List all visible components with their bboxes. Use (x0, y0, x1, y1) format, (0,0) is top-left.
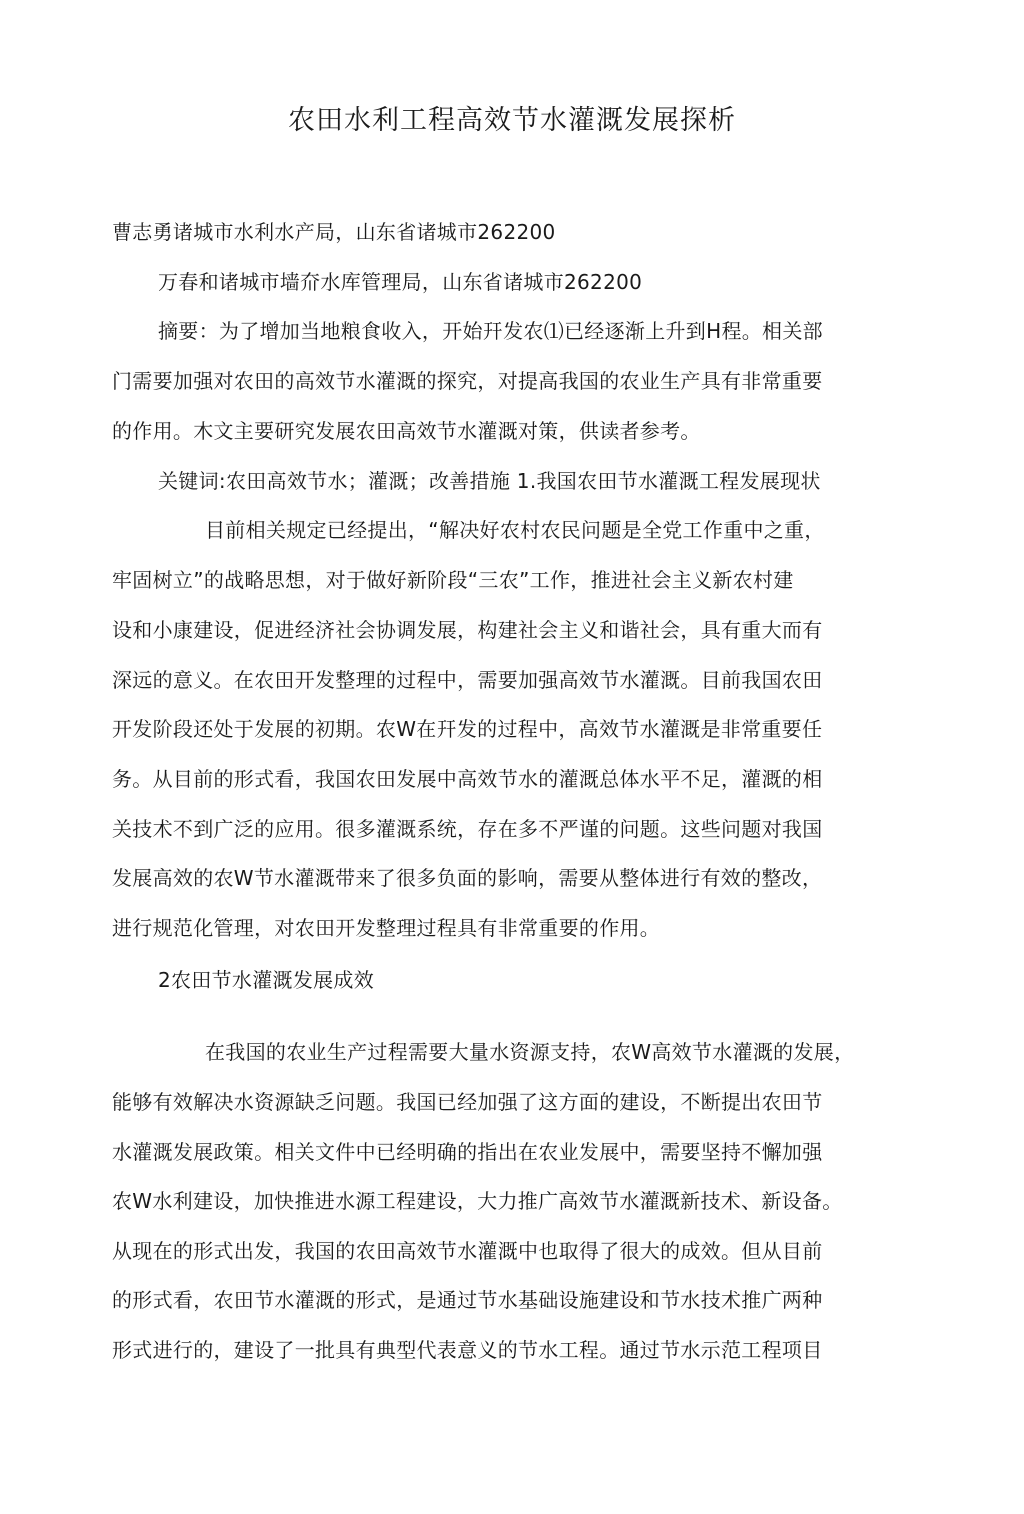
paragraph-line: 进行规范化管理，对农田开发整理过程具有非常重要的作用。 (112, 916, 661, 940)
paragraph-line: 目前相关规定已经提出，“解决好农村农民问题是全党工作重中之重， (205, 518, 825, 542)
paragraph-line: 水灌溉发展政策。相关文件中已经明确的指出在农业发展中，需要坚持不懈加强 (112, 1140, 823, 1164)
abstract-line: 门需要加强对农田的高效节水灌溉的探究，对提高我国的农业生产具有非常重要 (112, 369, 823, 393)
paragraph-line: 深远的意义。在农田开发整理的过程中，需要加强高效节水灌溉。目前我国农田 (112, 668, 823, 692)
abstract-line: 的作用。木文主要研究发展农田高效节水灌溉对策，供读者参考。 (112, 419, 701, 443)
section-heading: 2农田节水灌溉发展成效 (158, 968, 375, 992)
paragraph-line: 牢固树立”的战略思想，对于做好新阶段“三农”工作，推进社会主义新农村建 (112, 568, 794, 592)
paragraph-line: 农W水利建设，加快推进水源工程建设，大力推广高效节水灌溉新技术、新设备。 (112, 1189, 843, 1213)
abstract-line: 摘要：为了增加当地粮食收入，开始幵发农⑴已经逐渐上升到H程。相关部 (158, 319, 823, 343)
paragraph-line: 关技术不到广泛的应用。很多灌溉系统，存在多不严谨的问题。这些问题对我国 (112, 817, 823, 841)
paragraph-line: 务。从目前的形式看，我国农田发展中高效节水的灌溉总体水平不足，灌溉的相 (112, 767, 823, 791)
paragraph-line: 发展高效的农W节水灌溉带来了很多负面的影响，需要从整体进行有效的整改， (112, 866, 823, 890)
paragraph-line: 能够有效解决水资源缺乏问题。我国已经加强了这方面的建设，不断提出农田节 (112, 1090, 823, 1114)
author-line-1: 曹志勇诸城市水利水产局，山东省诸城市262200 (112, 220, 556, 244)
paragraph-line: 的形式看，农田节水灌溉的形式，是通过节水基础设施建设和节水技术推广两种 (112, 1288, 823, 1312)
paragraph-line: 从现在的形式出发，我国的农田高效节水灌溉中也取得了很大的成效。但从目前 (112, 1239, 823, 1263)
paragraph-line: 在我国的农业生产过程需要大量水资源支持，农W高效节水灌溉的发展， (205, 1040, 855, 1064)
author-line-2: 万春和诸城市墙夼水库管理局，山东省诸城市262200 (158, 270, 643, 294)
keywords-line: 关键词:农田高效节水；灌溉；改善措施 1.我国农田节水灌溉工程发展现状 (158, 469, 821, 493)
paragraph-line: 形式进行的，建设了一批具有典型代表意义的节水工程。通过节水示范工程项目 (112, 1338, 823, 1362)
paragraph-line: 设和小康建设，促进经济社会协调发展，构建社会主义和谐社会，具有重大而有 (112, 618, 823, 642)
paragraph-line: 开发阶段还处于发展的初期。农W在幵发的过程中，高效节水灌溉是非常重要任 (112, 717, 823, 741)
document-title: 农田水利工程高效节水灌溉发展探析 (288, 105, 736, 136)
